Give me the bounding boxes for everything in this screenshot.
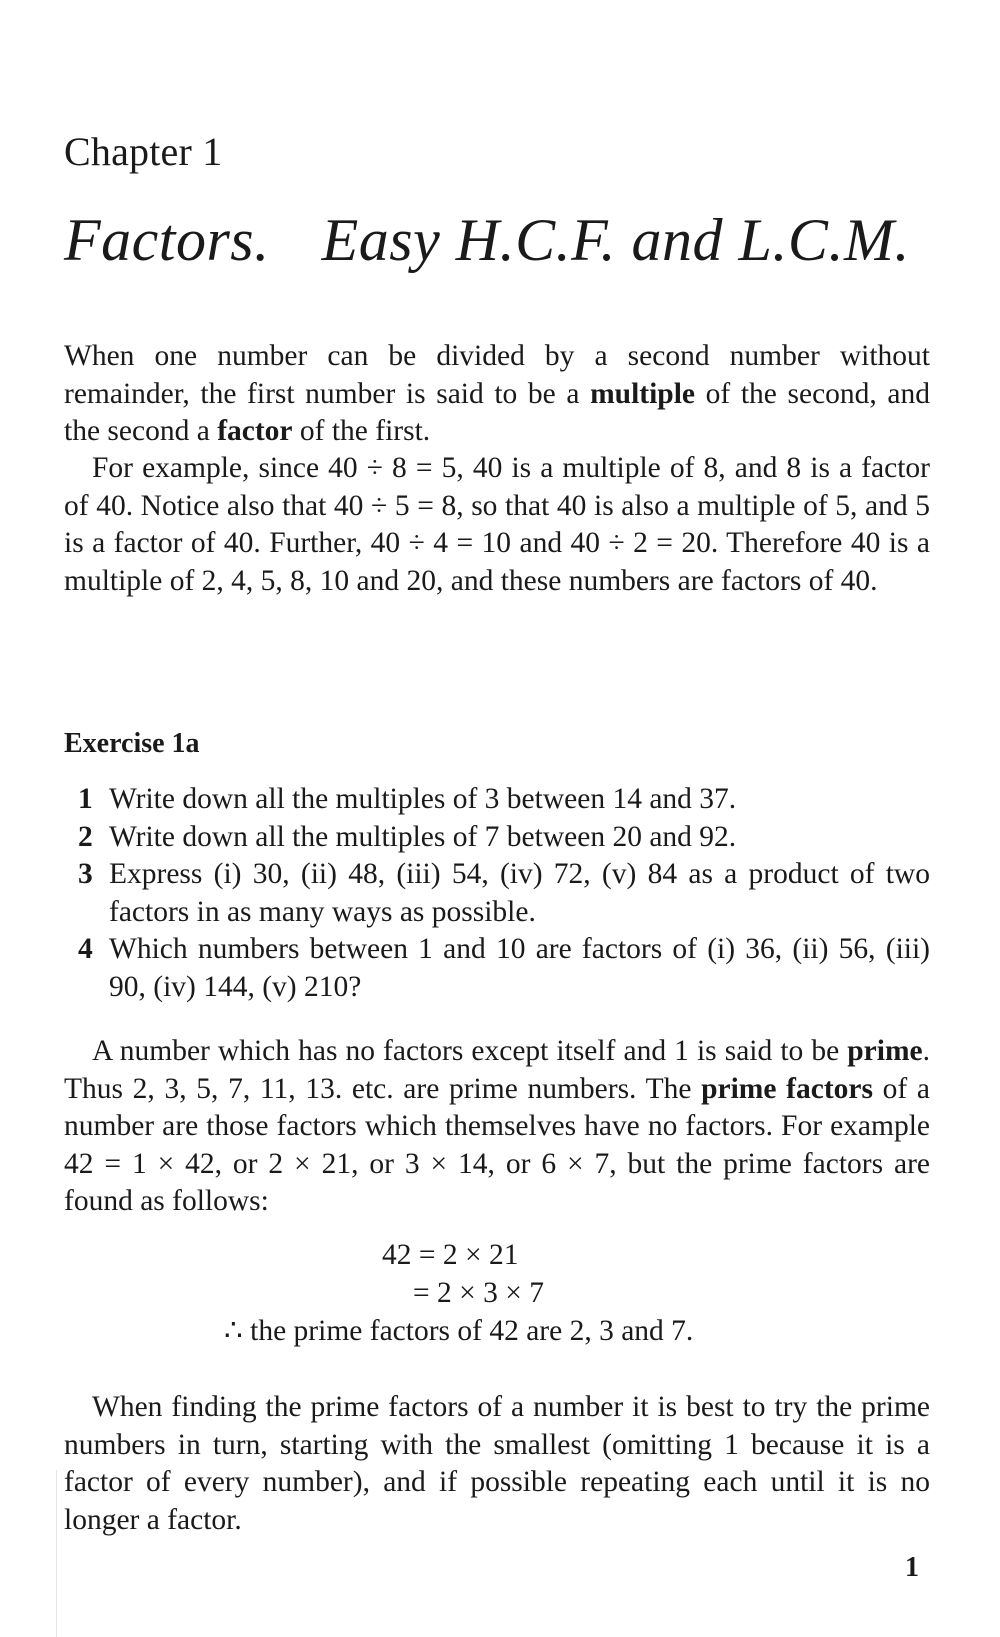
exercise-item-text: Write down all the multiples of 7 between 20 and 92.	[109, 820, 737, 853]
chapter-label: Chapter 1	[64, 129, 223, 174]
worked-line-2: = 2 × 3 × 7	[413, 1277, 545, 1309]
exercise-item-text: Which numbers between 1 and 10 are factors of (i) 36, (ii) 56, (iii) 90, (iv) 144, (v) 210?	[109, 933, 930, 1003]
exercise-item-number: 1	[78, 783, 93, 815]
exercise-item	[78, 931, 930, 1006]
exercise-item-number: 3	[78, 858, 93, 890]
term-prime: prime	[847, 1035, 923, 1067]
chapter-title-part2: Easy H.C.F. and L.C.M.	[321, 207, 910, 273]
prime-paragraph	[64, 1033, 930, 1221]
term-factor: factor	[217, 415, 293, 447]
closing-paragraph: When finding the prime factors of a number it is best to try the prime numbers in turn, starting with the smallest (omitting 1 because it is a factor of every number), and if possible repeating each until it is no longer a factor.	[64, 1391, 930, 1536]
page-edge-shadow	[56, 1470, 57, 1637]
exercise-item-number: 2	[78, 820, 93, 853]
worked-conclusion: ∴ the prime factors of 42 are 2, 3 and 7.	[224, 1315, 694, 1347]
exercise-item	[78, 819, 930, 857]
exercise-item-text: Write down all the multiples of 3 between 14 and 37.	[109, 783, 737, 815]
exercise-item-number: 4	[78, 933, 93, 965]
prime-text: A number which has no factors except itself and 1 is said to be	[92, 1035, 848, 1067]
term-multiple: multiple	[590, 377, 696, 410]
exercise-item	[78, 856, 930, 931]
exercise-list	[78, 781, 930, 1006]
term-prime-factors: prime factors	[701, 1072, 873, 1105]
page-number: 1	[905, 1552, 919, 1583]
intro-text: When one number can be divided by a second number without remainder, the first number is said to be a	[64, 340, 930, 410]
intro-text: of the second, and the second a	[64, 377, 931, 447]
chapter-title-part1: Factors.	[64, 207, 270, 273]
intro-text: of the first.	[292, 415, 431, 447]
exercise-item	[78, 781, 930, 819]
prime-text: . Thus 2, 3, 5, 7, 11, 13. etc. are prime numbers. The	[64, 1035, 930, 1105]
prime-text: of a number are those factors which themselves have no factors. For example 42 = 1 × 42, or 2 × 21, or 3 × 14, or 6 × 7, but the prime factors are found as follows:	[64, 1072, 930, 1217]
exercise-item-text: Express (i) 30, (ii) 48, (iii) 54, (iv) 72, (v) 84 as a product of two factors in as many ways as possible.	[109, 858, 930, 928]
intro-paragraph-1	[64, 338, 930, 451]
worked-line-1: 42 = 2 × 21	[382, 1239, 519, 1271]
chapter-title	[64, 206, 910, 275]
exercise-heading: Exercise 1a	[64, 728, 200, 759]
intro-paragraph-2: For example, since 40 ÷ 8 = 5, 40 is a multiple of 8, and 8 is a factor of 40. Notice also that 40 ÷ 5 = 8, so that 40 is also a multiple of 5, and 5 is a factor of 40. Further, 40 ÷ 4 = 10 and 40 ÷ 2 = 20. Therefore 40 is a multiple of 2, 4, 5, 8, 10 and 20, and these numbers are factors of 40.	[64, 452, 930, 597]
